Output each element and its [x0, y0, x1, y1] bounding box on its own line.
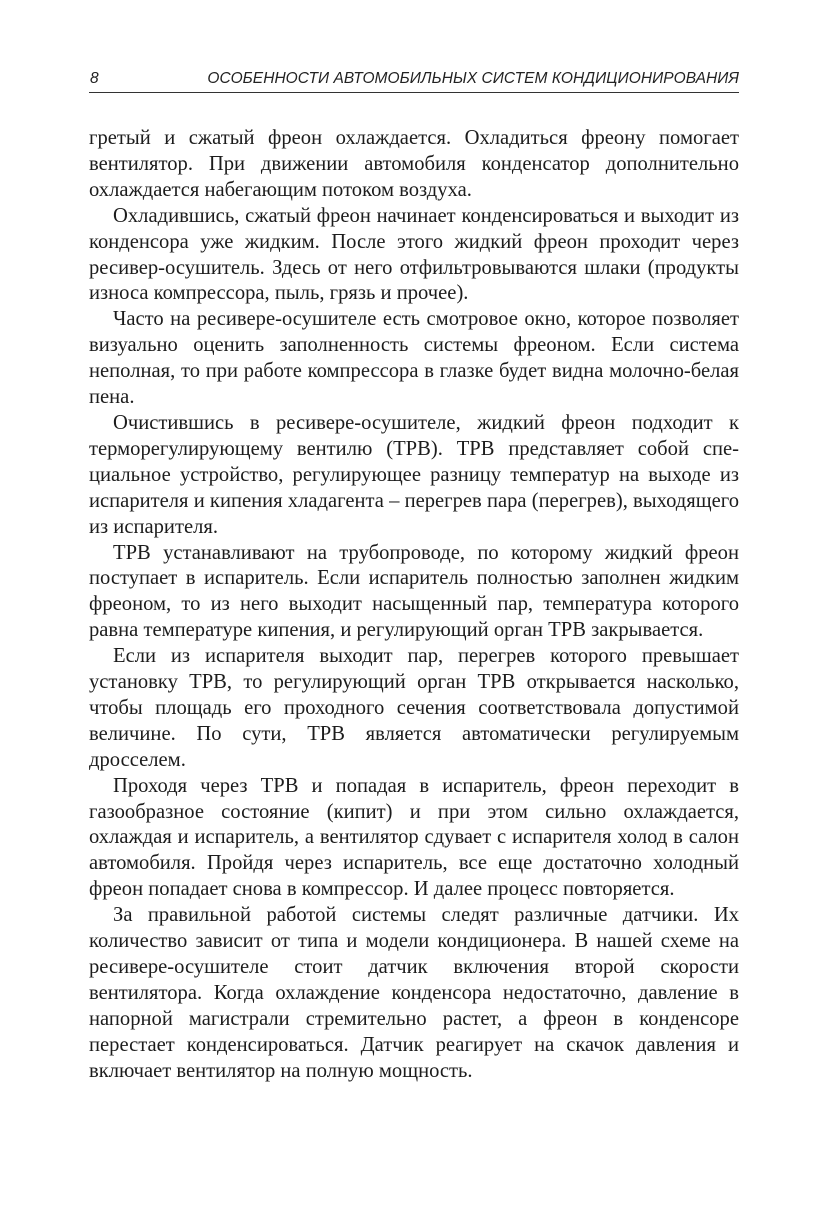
paragraph-8: За правильной работой системы следят различные датчики. Их количество зависит от типа и модели кондиционера. В нашей схеме на ресивере-осушителе стоит датчик включения второй скорости вентилятора. Когда охлаждение конденсора недостаточно, давление в напорной магистрали стремительно растет, а фреон в конденсоре перестает конденсироваться. Датчик реагирует на скачок давления и включает вентилятор на полную мощность.	[89, 904, 739, 1082]
paragraph-7: Проходя через ТРВ и попадая в испаритель, фреон переходит в газообразное состояние (кипит) и при этом сильно охлаждается, охлаждая и испаритель, а вентилятор сдувает с испарителя холод в салон автомобиля. Пройдя через испаритель, все еще достаточно холодный фреон попадает снова в компрессор. И далее процесс повторяется.	[89, 774, 739, 901]
paragraph-2: Охладившись, сжатый фреон начинает конденсироваться и выходит из конденсора уже жидким. После этого жидкий фреон проходит через ресивер-осушитель. Здесь от него отфильтровываются шлаки (продукты износа компрессора, пыль, грязь и прочее).	[89, 204, 739, 305]
paragraph-5: ТРВ устанавливают на трубопроводе, по которому жидкий фреон поступает в испаритель. Если испаритель полностью заполнен жидким фреоном, то из него выходит насыщенный пар, температура которого равна температуре кипения, и регулирующий орган ТРВ закрывается.	[89, 541, 739, 642]
running-title: ОСОБЕННОСТИ АВТОМОБИЛЬНЫХ СИСТЕМ КОНДИЦИОНИРОВАНИЯ	[207, 70, 739, 87]
page-number: 8	[90, 70, 99, 87]
paragraph-3: Часто на ресивере-осушителе есть смотровое окно, которое позволяет визуально оценить заполненность системы фреоном. Если система неполная, то при работе компрессора в глазке будет видна молочно-белая пена.	[89, 308, 739, 409]
paragraph-1: гретый и сжатый фреон охлаждается. Охладиться фреону помогает вентилятор. При движении автомобиля конденсатор дополнительно охлаждается набегающим потоком воздуха.	[89, 127, 739, 201]
page-header	[89, 66, 739, 93]
paragraph-4: Очистившись в ресивере-осушителе, жидкий фреон подходит к терморегулирующему вентилю (ТРВ). ТРВ представляет собой специальное устройство, регулирующее разницу температур на выходе из испарителя и кипения хладагента – перегрев пара (перегрев), выходящего из испарителя.	[89, 411, 739, 538]
body-text	[89, 126, 739, 1085]
paragraph-6: Если из испарителя выходит пар, перегрев которого превышает установку ТРВ, то регулирующий орган ТРВ открывается насколько, чтобы площадь его проходного сечения соответствовала допустимой величине. По сути, ТРВ является автоматически регулируемым дросселем.	[89, 645, 739, 771]
